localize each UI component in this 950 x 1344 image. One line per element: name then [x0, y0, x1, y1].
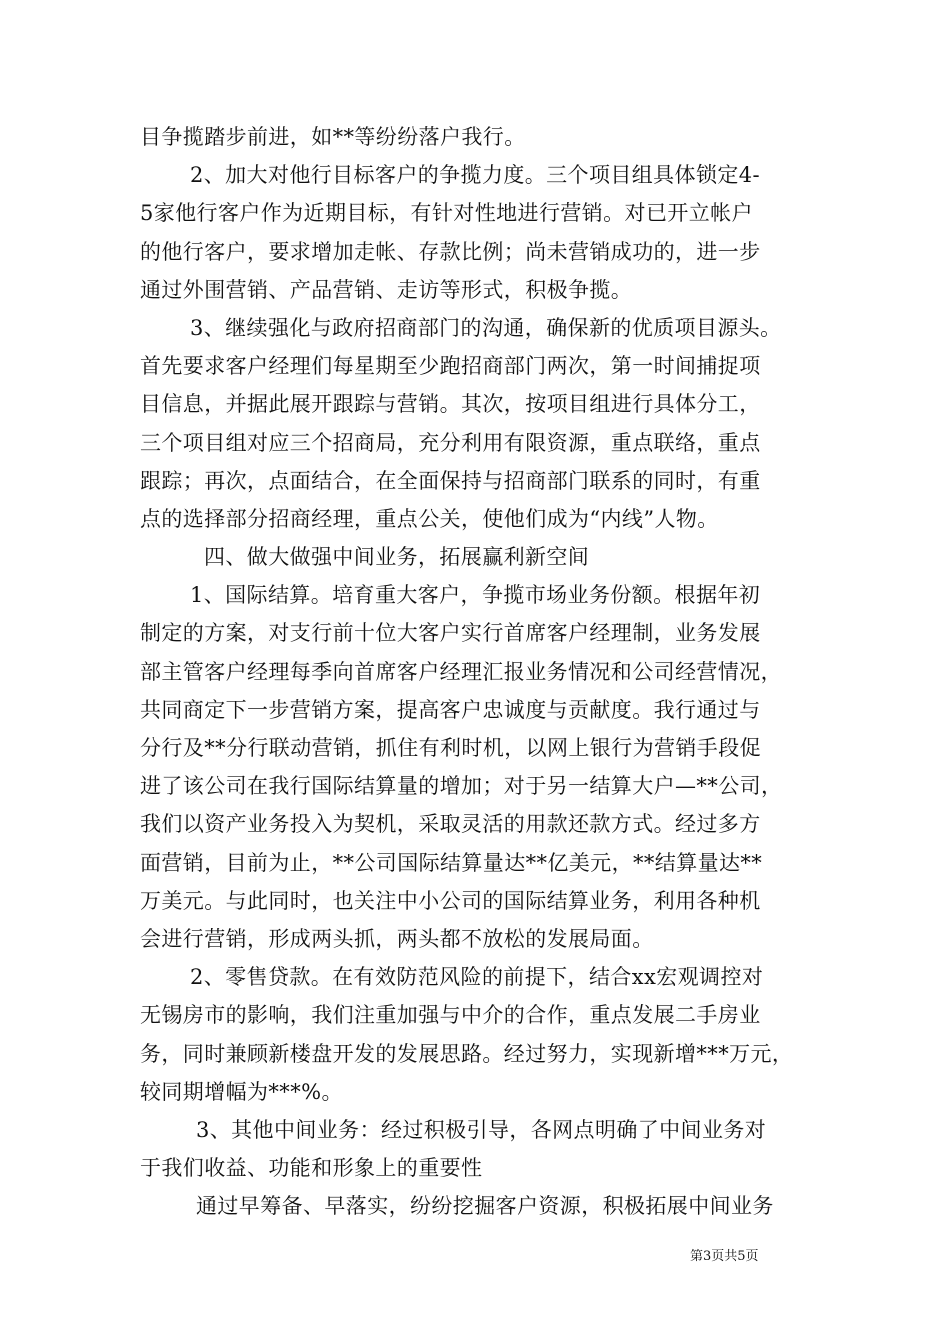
document-body — [140, 118, 830, 1225]
text-line: 分行及**分行联动营销，抓住有利时机，以网上银行为营销手段促 — [140, 736, 761, 760]
text-line: 务，同时兼顾新楼盘开发的发展思路。经过努力，实现新增***万元， — [140, 1041, 794, 1066]
text-line: 面营销，目前为止，**公司国际结算量达**亿美元，**结算量达** — [140, 850, 763, 875]
text-line: 通过早筹备、早落实，纷纷挖掘客户资源，积极拓展中间业务 — [196, 1194, 774, 1219]
text-line: 共同商定下一步营销方案，提高客户忠诚度与贡献度。我行通过与 — [140, 697, 761, 722]
section-heading: 四、做大做强中间业务，拓展赢利新空间 — [204, 545, 590, 570]
text-line: 目争揽踏步前进，如**等纷纷落户我行。 — [140, 125, 526, 149]
text-line: 万美元。与此同时，也关注中小公司的国际结算业务，利用各种机 — [140, 888, 761, 913]
text-line: 3、继续强化与政府招商部门的沟通，确保新的优质项目源头。 — [190, 315, 782, 340]
text-line: 于我们收益、功能和形象上的重要性 — [140, 1156, 483, 1181]
text-line: 三个项目组对应三个招商局，充分利用有限资源，重点联络，重点 — [140, 430, 761, 455]
text-line: 2、零售贷款。在有效防范风险的前提下，结合xx宏观调控对 — [190, 965, 764, 990]
text-line: 2、加大对他行目标客户的争揽力度。三个项目组具体锁定4- — [190, 163, 761, 188]
text-line: 部主管客户经理每季向首席客户经理汇报业务情况和公司经营情况， — [140, 659, 782, 684]
text-line: 5家他行客户作为近期目标，有针对性地进行营销。对已开立帐户 — [140, 201, 753, 226]
page-number: 第3页共5页 — [690, 1249, 759, 1264]
text-line: 点的选择部分招商经理，重点公关，使他们成为“内线”人物。 — [140, 506, 719, 531]
text-line: 较同期增幅为***%。 — [140, 1079, 343, 1104]
text-line: 制定的方案，对支行前十位大客户实行首席客户经理制，业务发展 — [140, 621, 761, 646]
text-line: 会进行营销，形成两头抓，两头都不放松的发展局面。 — [140, 926, 654, 951]
text-line: 跟踪；再次，点面结合，在全面保持与招商部门联系的同时，有重 — [140, 468, 761, 493]
text-line: 目信息，并据此展开跟踪与营销。其次，按项目组进行具体分工， — [140, 392, 761, 417]
text-line: 通过外围营销、产品营销、走访等形式，积极争揽。 — [140, 277, 633, 302]
text-line: 我们以资产业务投入为契机，采取灵活的用款还款方式。经过多方 — [140, 812, 761, 837]
text-line: 1、国际结算。培育重大客户，争揽市场业务份额。根据年初 — [190, 583, 761, 608]
text-line: 首先要求客户经理们每星期至少跑招商部门两次，第一时间捕捉项 — [140, 354, 761, 379]
text-line: 3、其他中间业务：经过积极引导，各网点明确了中间业务对 — [196, 1117, 767, 1142]
text-line: 进了该公司在我行国际结算量的增加；对于另一结算大户—**公司， — [140, 774, 783, 799]
text-line: 无锡房市的影响，我们注重加强与中介的合作，重点发展二手房业 — [140, 1003, 761, 1028]
text-line: 的他行客户，要求增加走帐、存款比例；尚未营销成功的，进一步 — [140, 239, 761, 264]
